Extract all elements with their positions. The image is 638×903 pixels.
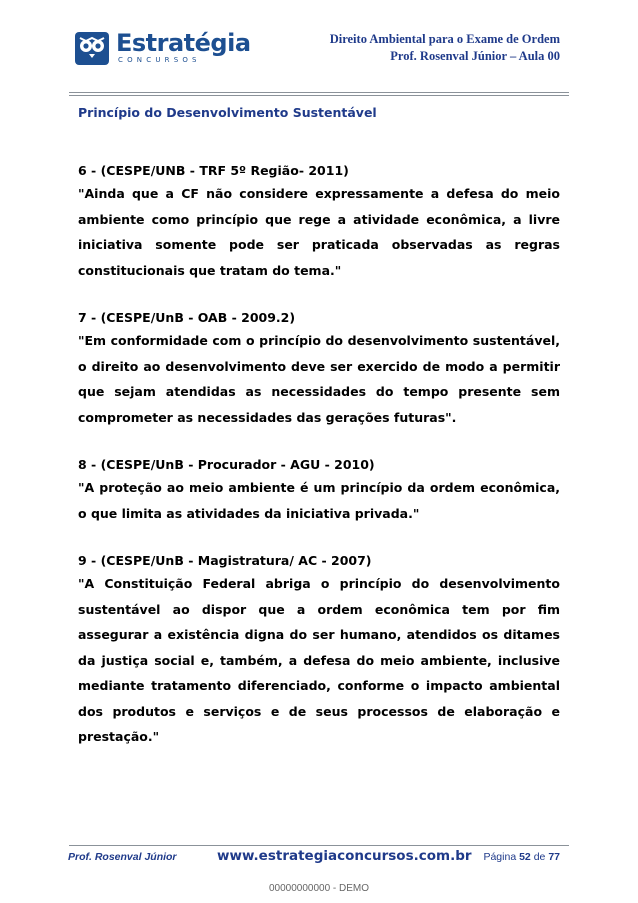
page-of: de — [533, 851, 546, 863]
page-number — [483, 851, 560, 863]
footer-author: Prof. Rosenval Júnior — [68, 851, 177, 863]
demo-watermark: 00000000000 - DEMO — [268, 883, 370, 894]
question-text: "Em conformidade com o princípio do desenvolvimento sustentável, o direito ao desenvolvimento deve ser exercido de modo a permitir que sejam atendidas as necessidades do tempo presente sem comprometer as necessidades das gerações futuras". — [78, 333, 560, 425]
question-header: 7 - (CESPE/UnB - OAB - 2009.2) — [78, 310, 296, 325]
header-divider — [69, 92, 569, 93]
logo-wordmark: Estratégia — [116, 29, 251, 57]
question-8 — [78, 454, 560, 526]
question-7 — [78, 307, 560, 430]
logo-subtitle: CONCURSOS — [118, 56, 201, 64]
owl-badge-icon — [74, 29, 112, 67]
question-text: "A Constituição Federal abriga o princípio do desenvolvimento sustentável ao dispor que a ordem econômica tem por fim assegurar a existência digna do ser humano, atendidos os ditames da justiça social e, também, a defesa do meio ambiente, inclusive mediante tratamento diferenciado, conforme o impacto ambiental dos produtos e serviços e de seus processos de elaboração e prestação." — [78, 576, 560, 744]
question-9 — [78, 550, 560, 750]
course-title: Direito Ambiental para o Exame de Ordem — [329, 32, 560, 46]
section-title: Princípio do Desenvolvimento Sustentável — [78, 105, 377, 120]
question-header: 8 - (CESPE/UnB - Procurador - AGU - 2010) — [78, 457, 375, 472]
page-total: 77 — [548, 851, 560, 863]
header-info — [330, 31, 560, 65]
header-divider-secondary — [69, 95, 569, 96]
page-content — [78, 104, 560, 750]
page-current: 52 — [519, 851, 531, 863]
footer-website-link[interactable]: www.estrategiaconcursos.com.br — [217, 848, 472, 864]
question-text: "Ainda que a CF não considere expressamente a defesa do meio ambiente como princípio que rege a atividade econômica, a livre iniciativa somente pode ser praticada observadas as regras constitucionais que tratam do tema." — [78, 186, 560, 278]
question-header: 6 - (CESPE/UNB - TRF 5º Região- 2011) — [78, 163, 349, 178]
estrategia-logo — [74, 29, 251, 71]
page-label: Página — [483, 851, 517, 863]
question-text: "A proteção ao meio ambiente é um princípio da ordem econômica, o que limita as atividades da iniciativa privada." — [78, 480, 560, 521]
question-6 — [78, 160, 560, 283]
question-header: 9 - (CESPE/UnB - Magistratura/ AC - 2007) — [78, 553, 372, 568]
footer-divider — [69, 845, 569, 846]
lesson-info: Prof. Rosenval Júnior – Aula 00 — [390, 49, 560, 63]
